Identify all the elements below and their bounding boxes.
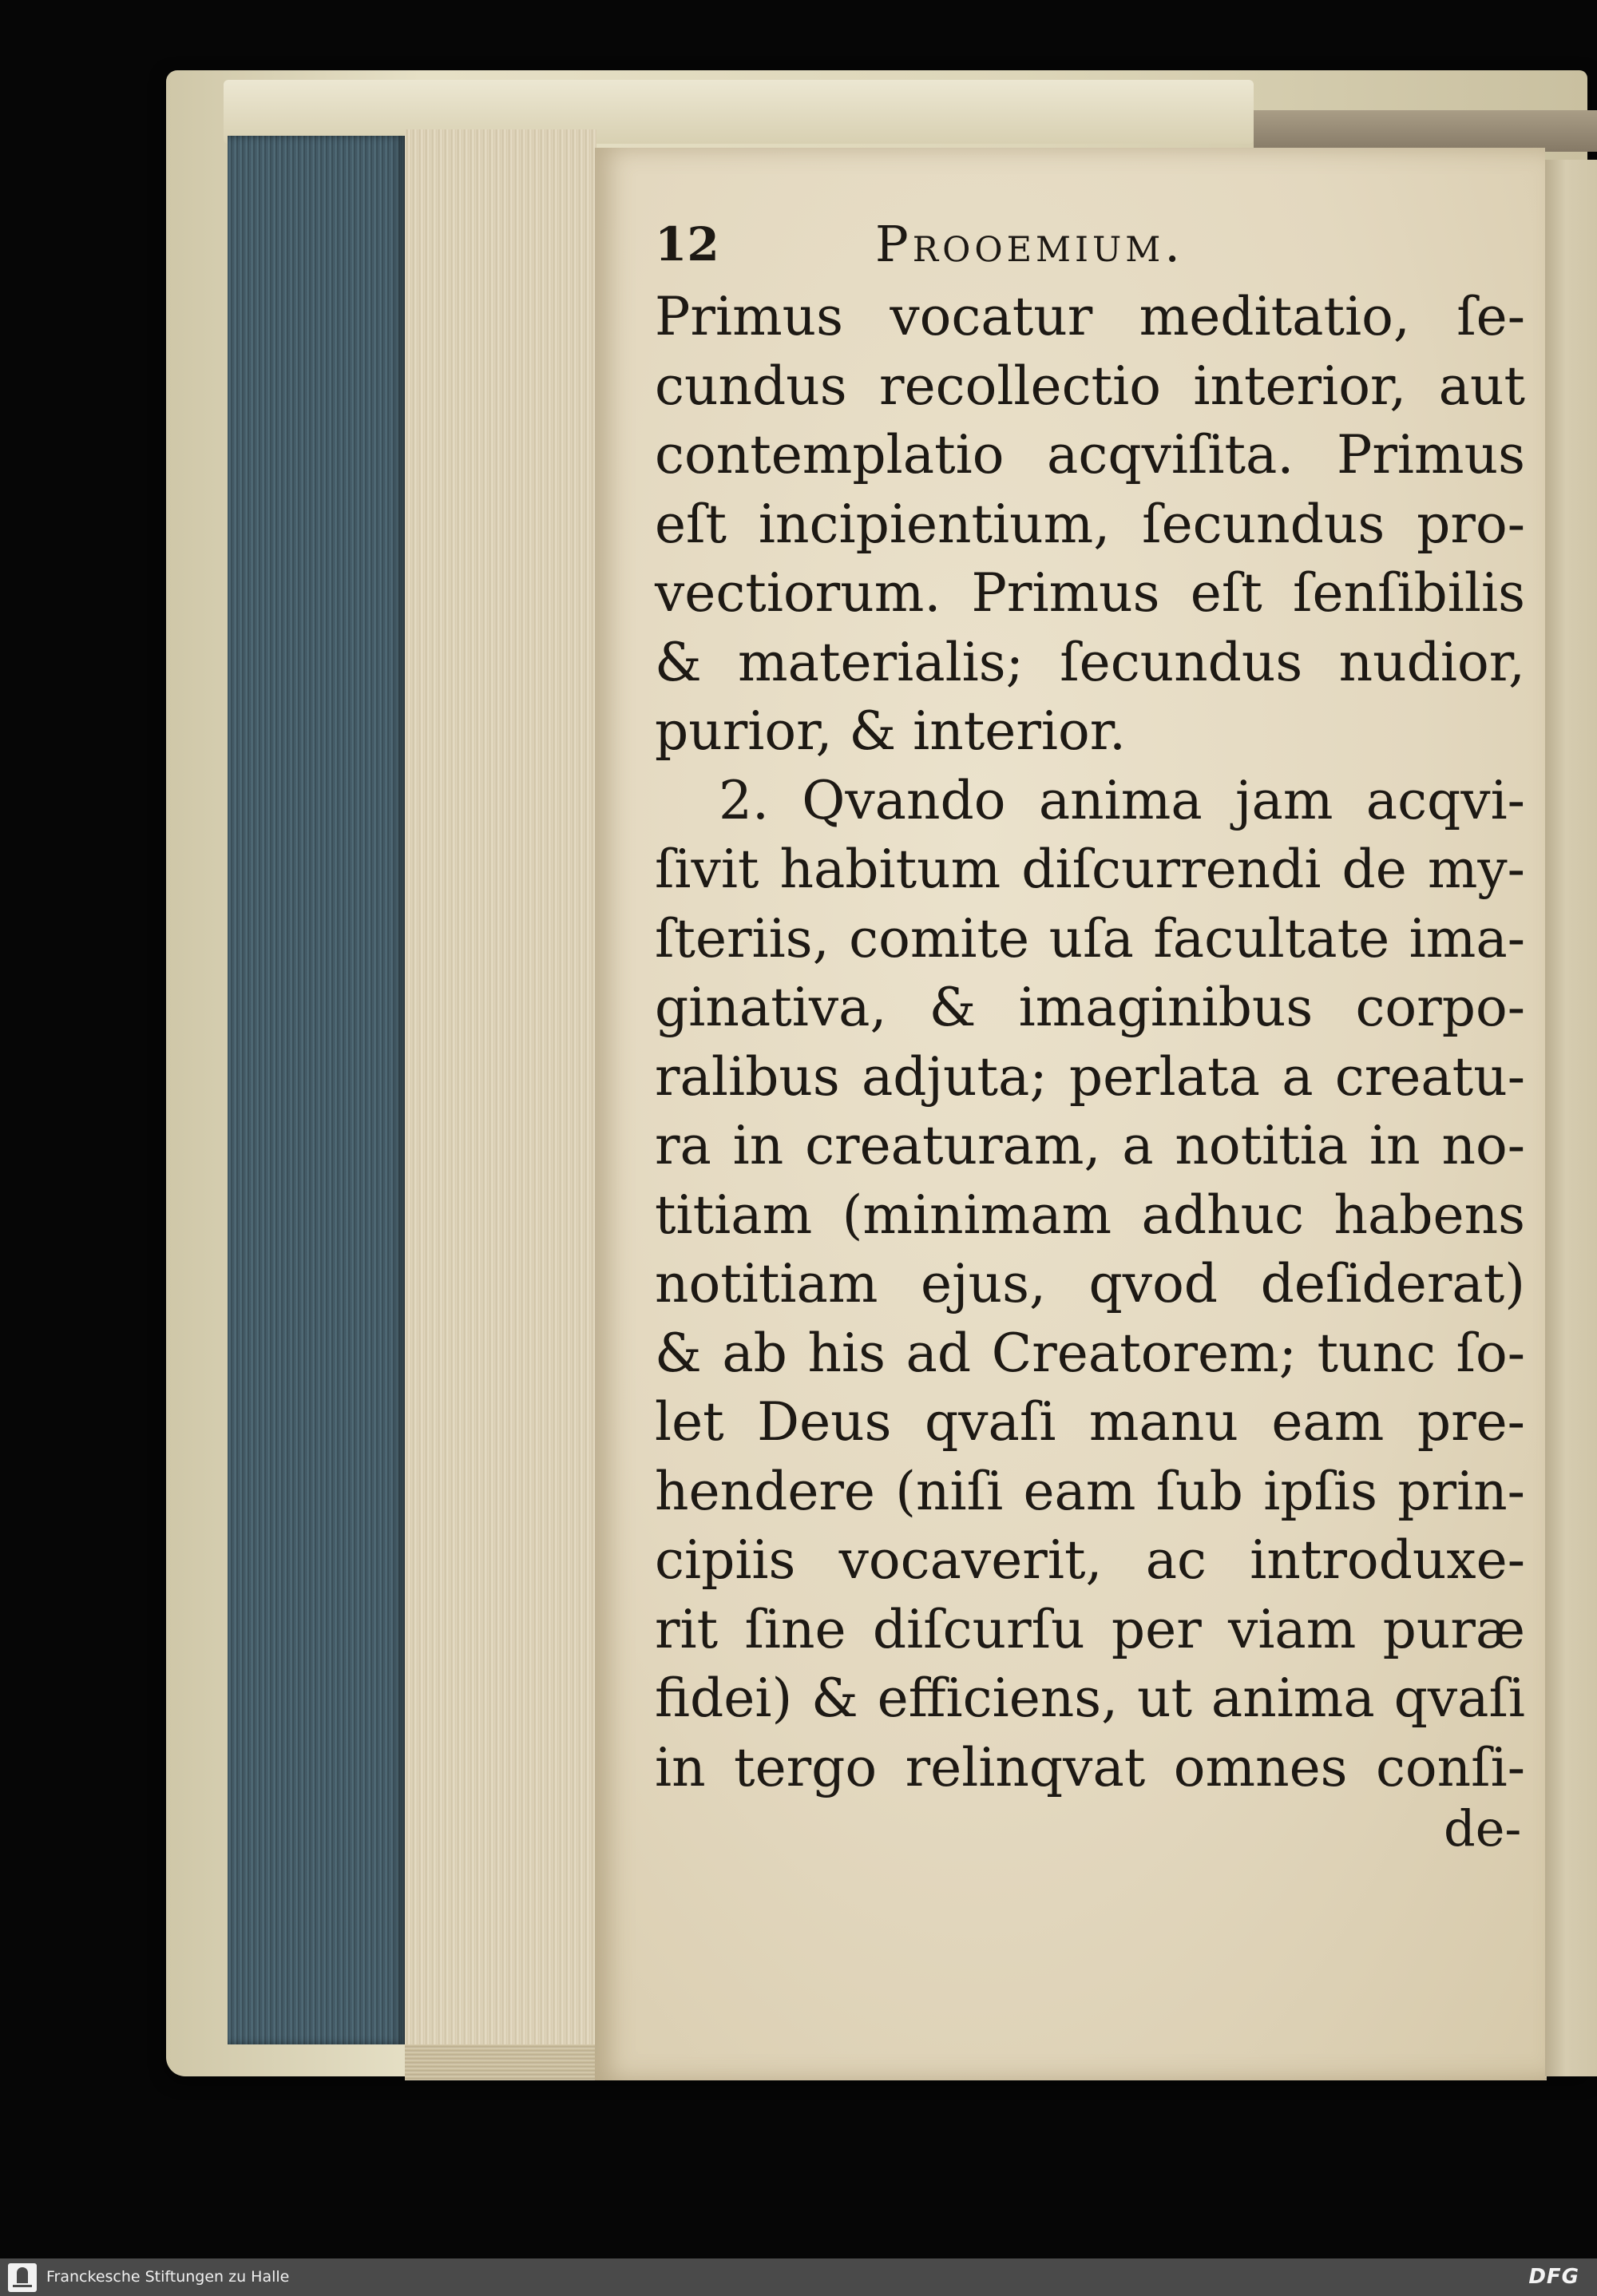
- dfg-logo: DFG: [1528, 2265, 1579, 2289]
- text-line-paragraph-start: 2. Qvando anima jam acqvi-: [719, 769, 1525, 831]
- text-line: ra in creaturam, a notitia in no-: [655, 1115, 1525, 1176]
- text-line: & materialis; ſecundus nudior,: [655, 631, 1525, 693]
- text-line: contemplatio acqviſita. Primus: [655, 424, 1525, 486]
- text-line: rit ſine diſcurſu per viam puræ: [655, 1598, 1525, 1660]
- text-line: hendere (niſi eam ſub ipſis prin-: [655, 1460, 1525, 1522]
- text-line: ſivit habitum diſcurrendi de my-: [655, 839, 1525, 900]
- text-line: cundus recollectio interior, aut: [655, 355, 1525, 417]
- franckesche-stiftungen-logo-icon: [8, 2263, 37, 2292]
- text-line: purior, & interior.: [655, 700, 1127, 762]
- text-line: & ab his ad Creatorem; tunc ſo-: [655, 1322, 1525, 1384]
- text-line: vectiorum. Primus eſt ſenſibilis: [655, 562, 1525, 624]
- page-text: [655, 206, 1525, 1802]
- text-line: in tergo relinqvat omnes conſi-: [655, 1736, 1525, 1798]
- text-line: Primus vocatur meditatio, ſe-: [655, 286, 1525, 347]
- text-line: let Deus qvaſi manu eam pre-: [655, 1391, 1525, 1453]
- text-line: fidei) & efficiens, ut anima qvaſi: [655, 1667, 1525, 1729]
- adjacent-book-edge: [1254, 110, 1597, 152]
- running-head: Prooemium.: [875, 215, 1184, 273]
- binding-top-edge: [224, 80, 1254, 144]
- text-line: cipiis vocaverit, ac introduxe-: [655, 1529, 1525, 1591]
- blue-page-edge: [228, 136, 405, 2044]
- text-line: ſteriis, comite uſa facultate ima-: [655, 907, 1525, 970]
- page-header: [655, 206, 1525, 283]
- catchword: de-: [1444, 1799, 1522, 1858]
- page-gutter: [1545, 160, 1597, 2076]
- text-line: eſt incipientium, ſecundus pro-: [655, 493, 1525, 555]
- page-stack: [405, 129, 596, 2078]
- text-line: ralibus adjuta; perlata a creatu-: [655, 1045, 1525, 1108]
- text-line: notitiam ejus, qvod deſiderat): [655, 1253, 1525, 1315]
- page-number: 12: [655, 217, 719, 272]
- text-line: ginativa, & imaginibus corpo-: [655, 977, 1525, 1038]
- institution-credit: Franckesche Stiftungen zu Halle: [46, 2268, 290, 2286]
- text-line: titiam (minimam adhuc habens: [655, 1184, 1525, 1246]
